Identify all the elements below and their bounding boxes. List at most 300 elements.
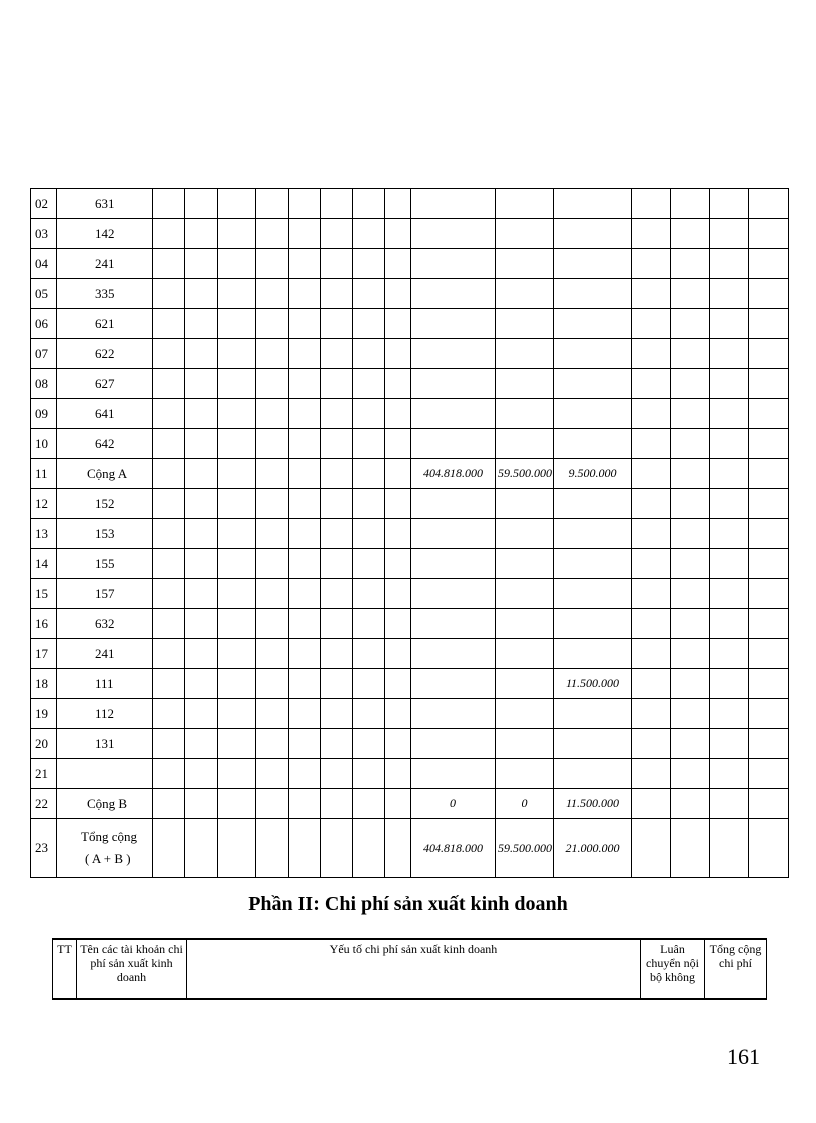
table-row bbox=[31, 729, 789, 759]
empty-cell bbox=[289, 489, 321, 519]
empty-cell bbox=[185, 519, 218, 549]
empty-cell bbox=[321, 489, 353, 519]
empty-cell bbox=[289, 189, 321, 219]
empty-cell bbox=[353, 759, 385, 789]
table-row bbox=[31, 429, 789, 459]
empty-cell bbox=[218, 609, 256, 639]
account-cell: 142 bbox=[57, 219, 153, 249]
empty-cell bbox=[353, 519, 385, 549]
amount-cell bbox=[496, 189, 554, 219]
amount-cell bbox=[411, 249, 496, 279]
empty-cell bbox=[321, 429, 353, 459]
amount-cell bbox=[496, 639, 554, 669]
empty-cell bbox=[185, 249, 218, 279]
empty-cell bbox=[671, 189, 710, 219]
empty-cell bbox=[256, 189, 289, 219]
amount-cell: 11.500.000 bbox=[554, 789, 632, 819]
empty-cell bbox=[256, 579, 289, 609]
account-cell: 621 bbox=[57, 309, 153, 339]
empty-cell bbox=[710, 789, 749, 819]
amount-cell bbox=[411, 669, 496, 699]
cost-elements-header: Yếu tố chi phí sản xuất kinh doanh bbox=[187, 939, 641, 999]
empty-cell bbox=[353, 399, 385, 429]
empty-cell bbox=[256, 549, 289, 579]
amount-cell bbox=[554, 609, 632, 639]
account-cell: 152 bbox=[57, 489, 153, 519]
empty-cell bbox=[153, 729, 185, 759]
empty-cell bbox=[218, 729, 256, 759]
empty-cell bbox=[710, 639, 749, 669]
empty-cell bbox=[710, 489, 749, 519]
empty-cell bbox=[153, 339, 185, 369]
empty-cell bbox=[749, 519, 789, 549]
empty-cell bbox=[218, 339, 256, 369]
account-names-header: Tên các tài khoản chi phí sản xuất kinh doanh bbox=[77, 939, 187, 999]
table-row bbox=[31, 309, 789, 339]
empty-cell bbox=[321, 339, 353, 369]
account-cell: 622 bbox=[57, 339, 153, 369]
empty-cell bbox=[321, 789, 353, 819]
amount-cell bbox=[496, 429, 554, 459]
row-number-cell: 21 bbox=[31, 759, 57, 789]
row-number-cell: 19 bbox=[31, 699, 57, 729]
amount-cell: 9.500.000 bbox=[554, 459, 632, 489]
row-number-cell: 23 bbox=[31, 819, 57, 878]
total-label-cell bbox=[57, 819, 153, 878]
row-number-cell: 18 bbox=[31, 669, 57, 699]
empty-cell bbox=[353, 279, 385, 309]
empty-cell bbox=[385, 579, 411, 609]
total-label-line2: ( A + B ) bbox=[85, 851, 131, 866]
empty-cell bbox=[632, 339, 671, 369]
amount-cell bbox=[411, 519, 496, 549]
empty-cell bbox=[632, 399, 671, 429]
tt-header: TT bbox=[53, 939, 77, 999]
empty-cell bbox=[218, 819, 256, 878]
amount-cell bbox=[496, 399, 554, 429]
table-row bbox=[31, 459, 789, 489]
empty-cell bbox=[321, 639, 353, 669]
row-number-cell: 05 bbox=[31, 279, 57, 309]
amount-cell: 0 bbox=[496, 789, 554, 819]
row-number-cell: 13 bbox=[31, 519, 57, 549]
empty-cell bbox=[353, 819, 385, 878]
empty-cell bbox=[185, 279, 218, 309]
empty-cell bbox=[185, 219, 218, 249]
account-cell: 157 bbox=[57, 579, 153, 609]
amount-cell bbox=[554, 579, 632, 609]
empty-cell bbox=[671, 249, 710, 279]
empty-cell bbox=[289, 549, 321, 579]
empty-cell bbox=[749, 699, 789, 729]
amount-cell bbox=[496, 339, 554, 369]
empty-cell bbox=[385, 459, 411, 489]
empty-cell bbox=[385, 819, 411, 878]
amount-cell: 59.500.000 bbox=[496, 819, 554, 878]
empty-cell bbox=[710, 219, 749, 249]
empty-cell bbox=[289, 219, 321, 249]
account-cell: 153 bbox=[57, 519, 153, 549]
row-number-cell: 16 bbox=[31, 609, 57, 639]
empty-cell bbox=[749, 219, 789, 249]
table-row bbox=[31, 549, 789, 579]
empty-cell bbox=[671, 339, 710, 369]
empty-cell bbox=[218, 309, 256, 339]
empty-cell bbox=[671, 489, 710, 519]
amount-cell: 59.500.000 bbox=[496, 459, 554, 489]
amount-cell bbox=[554, 759, 632, 789]
empty-cell bbox=[185, 699, 218, 729]
empty-cell bbox=[321, 519, 353, 549]
empty-cell bbox=[321, 609, 353, 639]
empty-cell bbox=[153, 579, 185, 609]
empty-cell bbox=[749, 579, 789, 609]
empty-cell bbox=[671, 609, 710, 639]
amount-cell bbox=[554, 189, 632, 219]
empty-cell bbox=[632, 519, 671, 549]
empty-cell bbox=[385, 429, 411, 459]
empty-cell bbox=[256, 489, 289, 519]
empty-cell bbox=[749, 489, 789, 519]
empty-cell bbox=[710, 189, 749, 219]
empty-cell bbox=[385, 519, 411, 549]
empty-cell bbox=[671, 669, 710, 699]
amount-cell bbox=[496, 489, 554, 519]
empty-cell bbox=[321, 279, 353, 309]
empty-cell bbox=[710, 699, 749, 729]
empty-cell bbox=[185, 429, 218, 459]
empty-cell bbox=[153, 189, 185, 219]
amount-cell bbox=[554, 309, 632, 339]
amount-cell bbox=[554, 219, 632, 249]
table-row bbox=[31, 759, 789, 789]
empty-cell bbox=[671, 549, 710, 579]
amount-cell bbox=[496, 369, 554, 399]
empty-cell bbox=[385, 309, 411, 339]
empty-cell bbox=[385, 549, 411, 579]
empty-cell bbox=[289, 789, 321, 819]
empty-cell bbox=[710, 579, 749, 609]
empty-cell bbox=[353, 609, 385, 639]
empty-cell bbox=[153, 219, 185, 249]
empty-cell bbox=[385, 399, 411, 429]
empty-cell bbox=[256, 519, 289, 549]
empty-cell bbox=[353, 729, 385, 759]
empty-cell bbox=[671, 759, 710, 789]
table-row bbox=[31, 489, 789, 519]
amount-cell bbox=[554, 639, 632, 669]
empty-cell bbox=[710, 519, 749, 549]
table-row bbox=[31, 189, 789, 219]
empty-cell bbox=[185, 729, 218, 759]
empty-cell bbox=[671, 699, 710, 729]
table-row bbox=[31, 789, 789, 819]
table-row bbox=[31, 399, 789, 429]
empty-cell bbox=[289, 369, 321, 399]
account-cell: 627 bbox=[57, 369, 153, 399]
empty-cell bbox=[632, 279, 671, 309]
empty-cell bbox=[710, 339, 749, 369]
empty-cell bbox=[218, 249, 256, 279]
empty-cell bbox=[749, 399, 789, 429]
empty-cell bbox=[671, 519, 710, 549]
amount-cell bbox=[411, 279, 496, 309]
empty-cell bbox=[185, 819, 218, 878]
account-cell: 632 bbox=[57, 609, 153, 639]
amount-cell bbox=[496, 609, 554, 639]
empty-cell bbox=[256, 609, 289, 639]
empty-cell bbox=[385, 369, 411, 399]
empty-cell bbox=[153, 249, 185, 279]
empty-cell bbox=[321, 399, 353, 429]
amount-cell bbox=[554, 249, 632, 279]
empty-cell bbox=[385, 729, 411, 759]
empty-cell bbox=[153, 669, 185, 699]
empty-cell bbox=[289, 699, 321, 729]
amount-cell: 21.000.000 bbox=[554, 819, 632, 878]
amount-cell bbox=[554, 699, 632, 729]
empty-cell bbox=[749, 189, 789, 219]
empty-cell bbox=[353, 309, 385, 339]
empty-cell bbox=[353, 339, 385, 369]
empty-cell bbox=[185, 609, 218, 639]
empty-cell bbox=[185, 789, 218, 819]
empty-cell bbox=[749, 459, 789, 489]
empty-cell bbox=[321, 579, 353, 609]
empty-cell bbox=[321, 249, 353, 279]
empty-cell bbox=[289, 759, 321, 789]
empty-cell bbox=[632, 789, 671, 819]
row-number-cell: 12 bbox=[31, 489, 57, 519]
empty-cell bbox=[185, 489, 218, 519]
page-number: 161 bbox=[727, 1044, 760, 1069]
empty-cell bbox=[289, 339, 321, 369]
amount-cell bbox=[496, 279, 554, 309]
part1-table-body bbox=[31, 189, 789, 878]
amount-cell: 11.500.000 bbox=[554, 669, 632, 699]
empty-cell bbox=[153, 819, 185, 878]
empty-cell bbox=[153, 369, 185, 399]
account-cell: 241 bbox=[57, 249, 153, 279]
empty-cell bbox=[353, 579, 385, 609]
empty-cell bbox=[749, 369, 789, 399]
amount-cell bbox=[496, 219, 554, 249]
table-row bbox=[31, 669, 789, 699]
empty-cell bbox=[153, 549, 185, 579]
amount-cell bbox=[411, 549, 496, 579]
account-cell bbox=[57, 759, 153, 789]
empty-cell bbox=[321, 819, 353, 878]
empty-cell bbox=[632, 309, 671, 339]
empty-cell bbox=[671, 309, 710, 339]
empty-cell bbox=[218, 669, 256, 699]
empty-cell bbox=[632, 459, 671, 489]
row-number-cell: 06 bbox=[31, 309, 57, 339]
empty-cell bbox=[256, 639, 289, 669]
empty-cell bbox=[353, 639, 385, 669]
empty-cell bbox=[385, 669, 411, 699]
amount-cell: 0 bbox=[411, 789, 496, 819]
table-row bbox=[31, 699, 789, 729]
empty-cell bbox=[256, 669, 289, 699]
empty-cell bbox=[218, 579, 256, 609]
amount-cell bbox=[411, 489, 496, 519]
empty-cell bbox=[256, 459, 289, 489]
empty-cell bbox=[749, 279, 789, 309]
amount-cell bbox=[496, 549, 554, 579]
empty-cell bbox=[256, 339, 289, 369]
table-row bbox=[31, 609, 789, 639]
empty-cell bbox=[749, 669, 789, 699]
amount-cell bbox=[411, 429, 496, 459]
section-title: Phần II: Chi phí sản xuất kinh doanh bbox=[248, 893, 568, 915]
empty-cell bbox=[218, 789, 256, 819]
empty-cell bbox=[153, 309, 185, 339]
empty-cell bbox=[321, 309, 353, 339]
amount-cell bbox=[496, 729, 554, 759]
total-cost-header: Tổng cộng chi phí bbox=[705, 939, 767, 999]
total-row bbox=[31, 819, 789, 878]
empty-cell bbox=[289, 609, 321, 639]
empty-cell bbox=[671, 399, 710, 429]
empty-cell bbox=[749, 639, 789, 669]
empty-cell bbox=[153, 429, 185, 459]
empty-cell bbox=[671, 219, 710, 249]
empty-cell bbox=[256, 249, 289, 279]
empty-cell bbox=[710, 729, 749, 759]
empty-cell bbox=[218, 429, 256, 459]
empty-cell bbox=[353, 369, 385, 399]
empty-cell bbox=[749, 609, 789, 639]
table-row bbox=[31, 579, 789, 609]
amount-cell: 404.818.000 bbox=[411, 459, 496, 489]
row-number-cell: 03 bbox=[31, 219, 57, 249]
empty-cell bbox=[218, 519, 256, 549]
amount-cell bbox=[554, 399, 632, 429]
empty-cell bbox=[385, 339, 411, 369]
empty-cell bbox=[185, 759, 218, 789]
empty-cell bbox=[385, 219, 411, 249]
empty-cell bbox=[289, 309, 321, 339]
empty-cell bbox=[218, 759, 256, 789]
empty-cell bbox=[385, 639, 411, 669]
empty-cell bbox=[710, 609, 749, 639]
empty-cell bbox=[185, 339, 218, 369]
empty-cell bbox=[710, 819, 749, 878]
empty-cell bbox=[218, 549, 256, 579]
empty-cell bbox=[749, 729, 789, 759]
account-cell: 155 bbox=[57, 549, 153, 579]
amount-cell bbox=[411, 759, 496, 789]
empty-cell bbox=[289, 429, 321, 459]
empty-cell bbox=[749, 309, 789, 339]
account-cell: 131 bbox=[57, 729, 153, 759]
row-number-cell: 22 bbox=[31, 789, 57, 819]
empty-cell bbox=[632, 219, 671, 249]
empty-cell bbox=[671, 369, 710, 399]
empty-cell bbox=[632, 639, 671, 669]
amount-cell: 404.818.000 bbox=[411, 819, 496, 878]
empty-cell bbox=[289, 459, 321, 489]
empty-cell bbox=[353, 459, 385, 489]
empty-cell bbox=[632, 369, 671, 399]
empty-cell bbox=[671, 429, 710, 459]
empty-cell bbox=[749, 819, 789, 878]
empty-cell bbox=[749, 789, 789, 819]
empty-cell bbox=[671, 789, 710, 819]
empty-cell bbox=[218, 189, 256, 219]
amount-cell bbox=[554, 729, 632, 759]
amount-cell bbox=[496, 759, 554, 789]
empty-cell bbox=[710, 549, 749, 579]
empty-cell bbox=[256, 309, 289, 339]
table-row bbox=[31, 279, 789, 309]
account-cell: 631 bbox=[57, 189, 153, 219]
empty-cell bbox=[632, 729, 671, 759]
row-number-cell: 02 bbox=[31, 189, 57, 219]
table-row bbox=[31, 219, 789, 249]
empty-cell bbox=[289, 669, 321, 699]
amount-cell bbox=[411, 579, 496, 609]
empty-cell bbox=[385, 279, 411, 309]
amount-cell bbox=[496, 519, 554, 549]
table-row bbox=[31, 639, 789, 669]
empty-cell bbox=[218, 699, 256, 729]
empty-cell bbox=[321, 699, 353, 729]
row-number-cell: 14 bbox=[31, 549, 57, 579]
empty-cell bbox=[632, 579, 671, 609]
empty-cell bbox=[256, 699, 289, 729]
amount-cell bbox=[554, 279, 632, 309]
empty-cell bbox=[671, 579, 710, 609]
empty-cell bbox=[710, 309, 749, 339]
empty-cell bbox=[671, 639, 710, 669]
amount-cell bbox=[496, 669, 554, 699]
empty-cell bbox=[749, 549, 789, 579]
empty-cell bbox=[710, 459, 749, 489]
empty-cell bbox=[710, 759, 749, 789]
empty-cell bbox=[256, 219, 289, 249]
empty-cell bbox=[256, 759, 289, 789]
amount-cell bbox=[411, 729, 496, 759]
empty-cell bbox=[256, 429, 289, 459]
empty-cell bbox=[218, 399, 256, 429]
amount-cell bbox=[554, 429, 632, 459]
table-row bbox=[31, 369, 789, 399]
amount-cell bbox=[496, 249, 554, 279]
empty-cell bbox=[153, 459, 185, 489]
amount-cell bbox=[411, 309, 496, 339]
row-number-cell: 10 bbox=[31, 429, 57, 459]
account-cell: 642 bbox=[57, 429, 153, 459]
empty-cell bbox=[632, 759, 671, 789]
empty-cell bbox=[185, 189, 218, 219]
empty-cell bbox=[321, 189, 353, 219]
empty-cell bbox=[353, 669, 385, 699]
empty-cell bbox=[289, 729, 321, 759]
empty-cell bbox=[353, 249, 385, 279]
empty-cell bbox=[256, 279, 289, 309]
empty-cell bbox=[153, 639, 185, 669]
amount-cell bbox=[496, 309, 554, 339]
empty-cell bbox=[321, 759, 353, 789]
empty-cell bbox=[353, 789, 385, 819]
empty-cell bbox=[353, 699, 385, 729]
account-cell: 641 bbox=[57, 399, 153, 429]
account-cell: Cộng B bbox=[57, 789, 153, 819]
empty-cell bbox=[385, 189, 411, 219]
empty-cell bbox=[185, 399, 218, 429]
